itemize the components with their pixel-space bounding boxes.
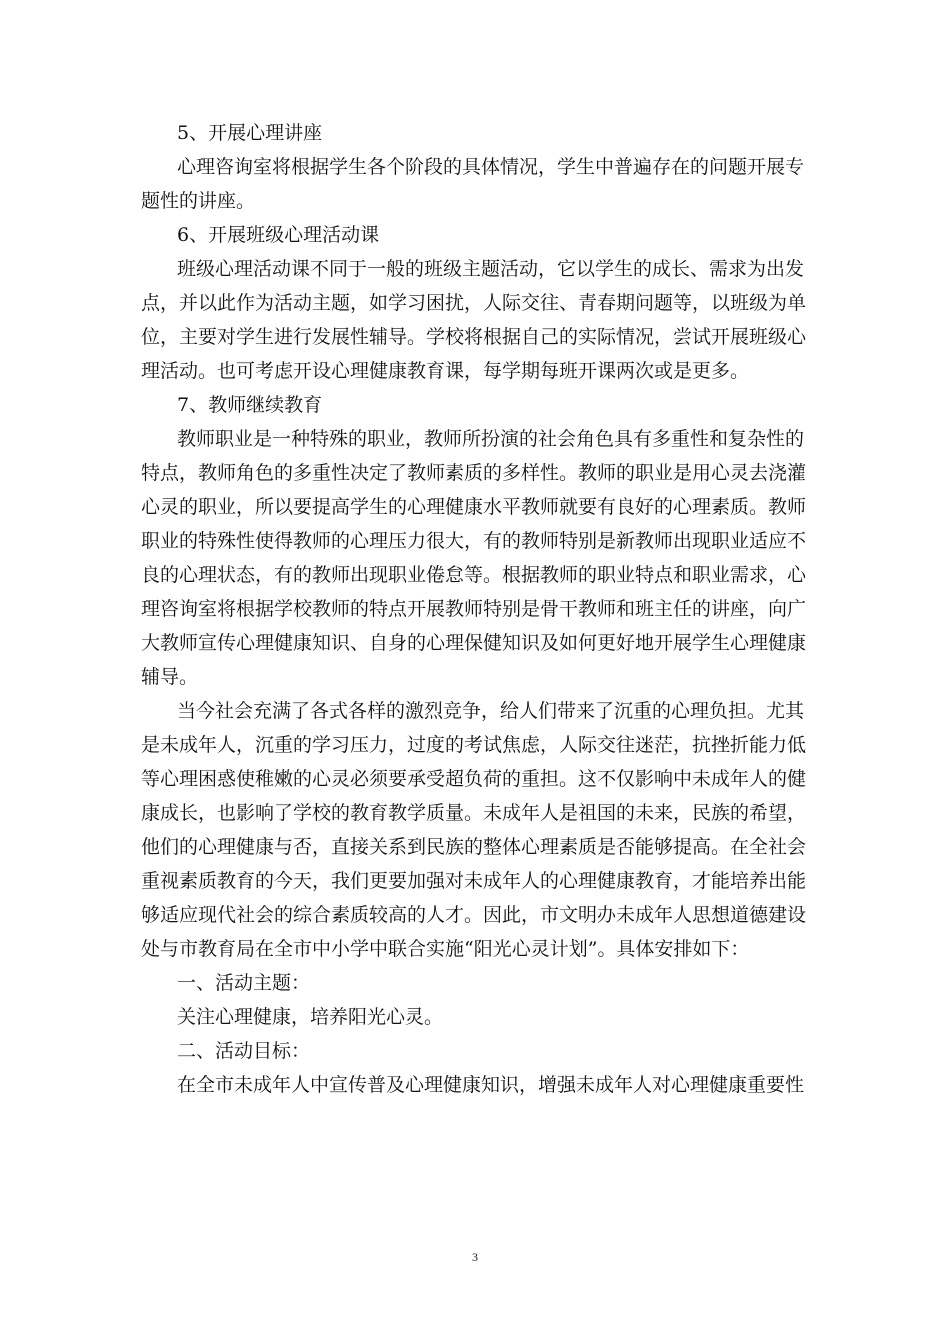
section-heading-goal: 二、活动目标： xyxy=(177,1040,311,1062)
paragraph-line: 特点，教师角色的多重性决定了教师素质的多样性。教师的职业是用心灵去浇灌 xyxy=(141,462,807,484)
page-number: 3 xyxy=(472,1250,478,1264)
paragraph-line: 班级心理活动课不同于一般的班级主题活动，它以学生的成长、需求为出发 xyxy=(177,258,805,280)
paragraph-line: 是未成年人，沉重的学习压力，过度的考试焦虑，人际交往迷茫，抗挫折能力低 xyxy=(141,734,807,756)
heading-5: 5、开展心理讲座 xyxy=(177,122,323,144)
paragraph-line: 够适应现代社会的综合素质较高的人才。因此，市文明办未成年人思想道德建设 xyxy=(141,904,807,926)
paragraph-line: 职业的特殊性使得教师的心理压力很大，有的教师特别是新教师出现职业适应不 xyxy=(141,530,807,552)
paragraph-line: 等心理困惑使稚嫩的心灵必须要承受超负荷的重担。这不仅影响中未成年人的健 xyxy=(141,768,807,790)
paragraph-line: 心理咨询室将根据学生各个阶段的具体情况，学生中普遍存在的问题开展专 xyxy=(177,156,805,178)
paragraph-line: 大教师宣传心理健康知识、自身的心理保健知识及如何更好地开展学生心理健康 xyxy=(141,632,807,654)
paragraph-line: 处与市教育局在全市中小学中联合实施“阳光心灵计划”。具体安排如下： xyxy=(141,938,750,960)
paragraph-line: 辅导。 xyxy=(141,666,199,688)
paragraph-line: 心灵的职业，所以要提高学生的心理健康水平教师就要有良好的心理素质。教师 xyxy=(141,496,807,518)
paragraph-line: 位，主要对学生进行发展性辅导。学校将根据自己的实际情况，尝试开展班级心 xyxy=(141,326,807,348)
heading-7: 7、教师继续教育 xyxy=(177,394,323,416)
paragraph-line: 在全市未成年人中宣传普及心理健康知识，增强未成年人对心理健康重要性 xyxy=(177,1074,805,1096)
paragraph-line: 康成长，也影响了学校的教育教学质量。未成年人是祖国的未来，民族的希望， xyxy=(141,802,807,824)
paragraph-line: 良的心理状态，有的教师出现职业倦怠等。根据教师的职业特点和职业需求，心 xyxy=(141,564,807,586)
paragraph-line: 关注心理健康，培养阳光心灵。 xyxy=(177,1006,444,1028)
paragraph-line: 理活动。也可考虑开设心理健康教育课，每学期每班开课两次或是更多。 xyxy=(141,360,750,382)
paragraph-line: 题性的讲座。 xyxy=(141,190,256,212)
paragraph-line: 教师职业是一种特殊的职业，教师所扮演的社会角色具有多重性和复杂性的 xyxy=(177,428,805,450)
section-heading-theme: 一、活动主题： xyxy=(177,972,311,994)
paragraph-line: 当今社会充满了各式各样的激烈竞争，给人们带来了沉重的心理负担。尤其 xyxy=(177,700,805,722)
heading-6: 6、开展班级心理活动课 xyxy=(177,224,380,246)
document-body xyxy=(141,116,811,1102)
paragraph-line: 重视素质教育的今天，我们更要加强对未成年人的心理健康教育，才能培养出能 xyxy=(141,870,807,892)
paragraph-line: 理咨询室将根据学校教师的特点开展教师特别是骨干教师和班主任的讲座，向广 xyxy=(141,598,807,620)
paragraph-line: 他们的心理健康与否，直接关系到民族的整体心理素质是否能够提高。在全社会 xyxy=(141,836,807,858)
paragraph-line: 点，并以此作为活动主题，如学习困扰，人际交往、青春期问题等，以班级为单 xyxy=(141,292,807,314)
